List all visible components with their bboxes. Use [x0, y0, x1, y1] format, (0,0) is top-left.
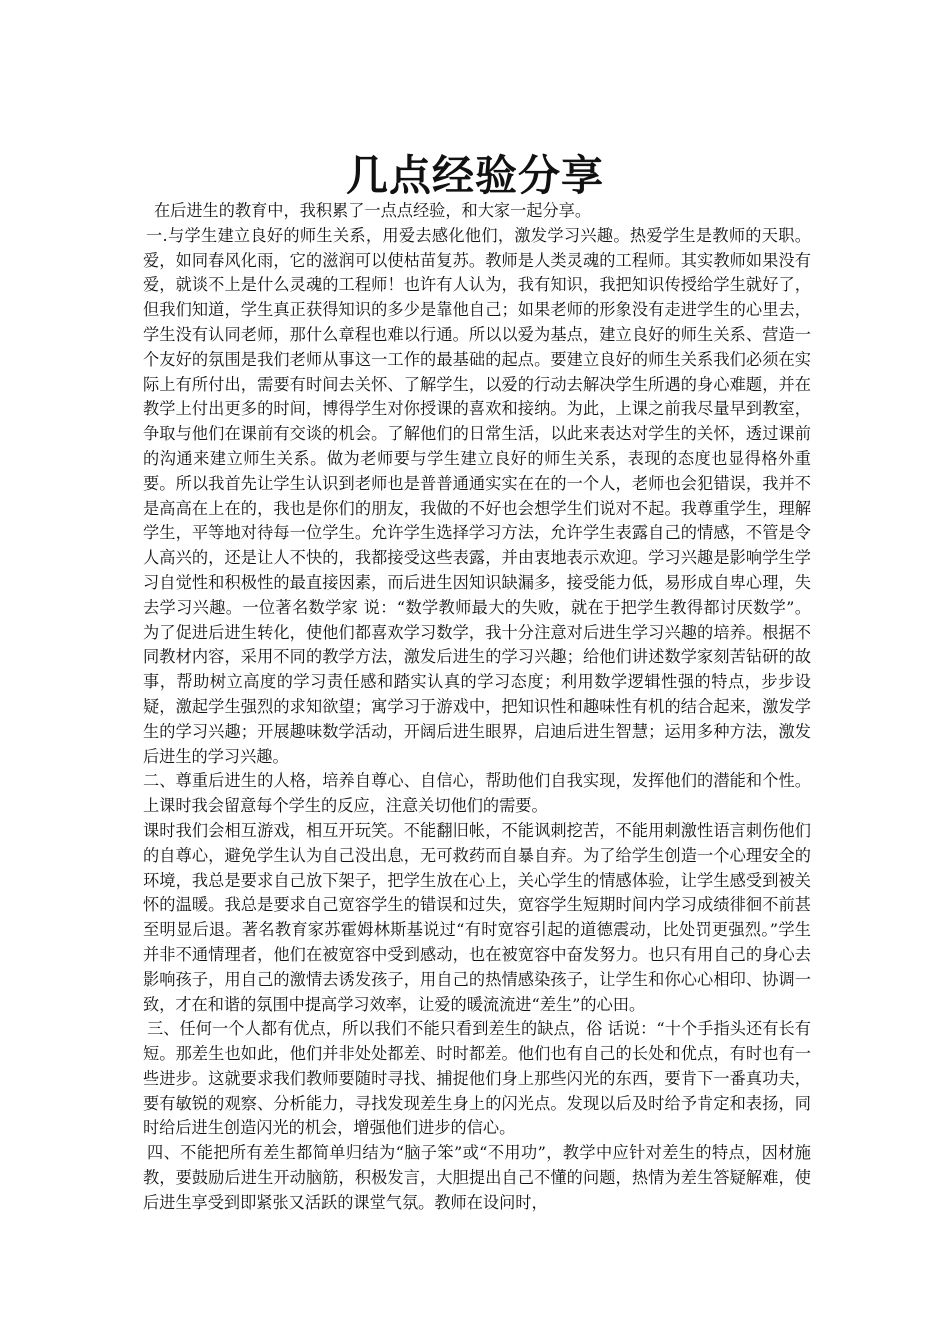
document-title: 几点经验分享	[345, 151, 604, 200]
section-1-paragraph: 一.与学生建立良好的师生关系，用爱去感化他们，激发学习兴趣。热爱学生是教师的天职。爱，如同春风化雨，它的滋润可以使枯苗复苏。教师是人类灵魂的工程师。其实教师如果没有爱，就谈不上是什么灵魂的工程师！也许有人认为，我有知识，我把知识传授给学生就好了，但我们知道，学生真正获得知识的多少是靠他自己；如果老师的形象没有走进学生的心里去，学生没有认同老师，那什么章程也难以行通。所以以爱为基点，建立良好的师生关系、营造一个友好的氛围是我们老师从事这一工作的最基础的起点。要建立良好的师生关系我们必须在实际上有所付出，需要有时间去关怀、了解学生，以爱的行动去解决学生所遇的身心难题，并在教学上付出更多的时间，博得学生对你授课的喜欢和接纳。为此，上课之前我尽量早到教室，争取与他们在课前有交谈的机会。了解他们的日常生活，以此来表达对学生的关怀，透过课前的沟通来建立师生关系。做为老师要与学生建立良好的师生关系，表现的态度也显得格外重要。所以我首先让学生认识到老师也是普普通通实实在在的一个人，老师也会犯错误，我并不是高高在上在的，我也是你们的朋友，我做的不好也会想学生们说对不起。我尊重学生，理解学生，平等地对待每一位学生。允许学生选择学习方法，允许学生表露自己的情感，不管是令人高兴的，还是让人不快的，我都接受这些表露，并由衷地表示欢迎。学习兴趣是影响学生学习自觉性和积极性的最直接因素，而后进生因知识缺漏多，接受能力低，易形成自卑心理，失去学习兴趣。一位著名数学家 说：“数学教师最大的失败，就在于把学生教得都讨厌数学”。为了促进后进生转化，使他们都喜欢学习数学，我十分注意对后进生学习兴趣的培养。根据不同教材内容，采用不同的教学方法，激发后进生的学习兴趣；给他们讲述数学家刻苦钻研的故事，帮助树立高度的学习责任感和踏实认真的学习态度；利用数学逻辑性强的特点，步步设疑，激起学生强烈的求知欲望；寓学习于游戏中，把知识性和趣味性有机的结合起来，激发学生的学习兴趣；开展趣味数学活动，开阔后进生眼界，启迪后进生智慧；运用多种方法，激发后进生的学习兴趣。	[143, 225, 811, 766]
section-2-paragraph: 二、尊重后进生的人格，培养自尊心、自信心，帮助他们自我实现，发挥他们的潜能和个性。上课时我会留意每个学生的反应，注意关切他们的需要。	[143, 771, 811, 816]
section-2-continuation-paragraph: 课时我们会相互游戏，相互开玩笑。不能翻旧帐，不能讽刺挖苦，不能用刺激性语言刺伤他们的自尊心，避免学生认为自己没出息，无可救药而自暴自弃。为了给学生创造一个心理安全的环境，我总是要求自己放下架子，把学生放在心上，关心学生的情感体验，让学生感受到被关怀的温暖。我总是要求自己宽容学生的错误和过失，宽容学生短期时间内学习成绩徘徊不前甚至明显后退。著名教育家苏霍姆林斯基说过“有时宽容引起的道德震动，比处罚更强烈。”学生并非不通情理者，他们在被宽容中受到感动，也在被宽容中奋发努力。也只有用自己的身心去影响孩子，用自己的激情去诱发孩子，用自己的热情感染孩子，让学生和你心心相印、协调一致，才在和谐的氛围中提高学习效率，让爱的暖流流进“差生”的心田。	[143, 820, 811, 1014]
document-body	[143, 199, 811, 1216]
intro-paragraph: 在后进生的教育中，我积累了一点点经验，和大家一起分享。	[154, 201, 592, 220]
section-4-paragraph: 四、不能把所有差生都简单归结为“脑子笨”或“不用功”，教学中应针对差生的特点，因材施教，要鼓励后进生开动脑筋，积极发言，大胆提出自己不懂的问题，热情为差生答疑解难，使后进生享受到即紧张又活跃的课堂气氛。教师在设问时，	[143, 1143, 811, 1212]
section-3-paragraph: 三、任何一个人都有优点，所以我们不能只看到差生的缺点，俗 话说：“十个手指头还有长有短。那差生也如此，他们并非处处都差、时时都差。他们也有自己的长处和优点，有时也有一些进步。这就要求我们教师要随时寻找、捕捉他们身上那些闪光的东西，要肯下一番真功夫，要有敏锐的观察、分析能力，寻找发现差生身上的闪光点。发现以后及时给予肯定和表扬，同时给后进生创造闪光的机会，增强他们进步的信心。	[143, 1019, 811, 1138]
